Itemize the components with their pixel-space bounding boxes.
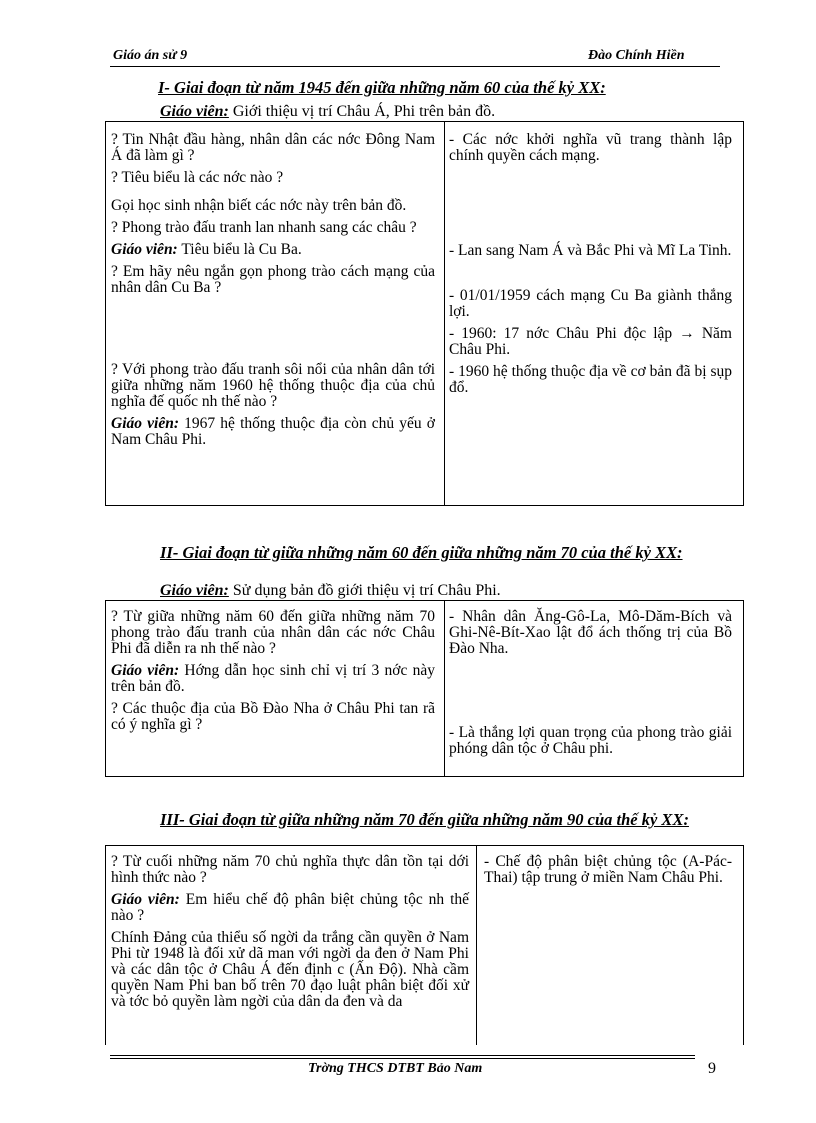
question: ? Phong trào đấu tranh lan nhanh sang các châu ? [111, 219, 417, 236]
answer: - Lan sang Nam Á và Bắc Phi và Mĩ La Tinh. [449, 242, 732, 259]
answer: - Chế độ phân biệt chủng tộc (A-Pác-Thai) tập trung ở miền Nam Châu Phi. [484, 853, 732, 886]
instruction: Gọi học sinh nhận biết các nớc này trên bản đồ. [111, 197, 407, 214]
column-divider [476, 846, 477, 1045]
section2-right-col [449, 609, 732, 763]
column-divider [444, 601, 445, 776]
answer: - Nhân dân Ăng-Gô-La, Mô-Dăm-Bích và Ghi-Nê-Bít-Xao lật đổ ách thống trị của Bồ Đào Nha. [449, 608, 732, 657]
teacher-note: Hớng dẫn học sinh chỉ vị trí 3 nớc này trên bản đồ. [111, 662, 435, 695]
page-number: 9 [708, 1060, 716, 1077]
intro-label: Giáo viên: [160, 103, 229, 120]
header-divider [110, 66, 720, 67]
section2-title: II- Giai đoạn từ giữa những năm 60 đến giữa những năm 70 của thế kỷ XX: [160, 543, 683, 562]
section2-left-col [111, 609, 435, 739]
footer-divider [110, 1055, 695, 1056]
header-left: Giáo án sử 9 [113, 48, 188, 63]
answer: - 1960: 17 nớc Châu Phi độc lập → Năm Châu Phi. [449, 325, 732, 358]
column-divider [444, 122, 445, 505]
answer: - 1960 hệ thống thuộc địa về cơ bản đã bị sụp đổ. [449, 363, 732, 396]
teacher-label: Giáo viên: [111, 415, 179, 432]
question: ? Với phong trào đấu tranh sôi nổi của nhân dân tới giữa những năm 1960 hệ thống thuộc địa của chủ nghĩa đế quốc nh thế nào ? [111, 361, 435, 410]
question: ? Từ giữa những năm 60 đến giữa những năm 70 phong trào đấu tranh của nhân dân các nớc Châu Phi đã diễn ra nh thế nào ? [111, 608, 435, 657]
section1-intro [160, 103, 495, 121]
teacher-note: Tiêu biểu là Cu Ba. [181, 241, 302, 258]
question: ? Tiêu biểu là các nớc nào ? [111, 169, 284, 186]
section1-right-col [449, 132, 732, 402]
explanation: Chính Đảng của thiểu số ngời da trắng cần quyền ở Nam Phi từ 1948 là đối xử dã man với ngời da đen ở Nam Phi và các dân tộc ở Châu Á đến định c (Ấn Độ). Nhà cầm quyền Nam Phi ban bố trên 70 đạo luật phân biệt đối xử và tớc bỏ quyền làm ngời của dân da đen và da [111, 929, 469, 1010]
question: ? Từ cuối những năm 70 chủ nghĩa thực dân tồn tại dới hình thức nào ? [111, 853, 469, 886]
section3-left-col [111, 854, 469, 1016]
teacher-label: Giáo viên: [111, 241, 178, 258]
answer: - 01/01/1959 cách mạng Cu Ba giành thắng lợi. [449, 287, 732, 320]
intro-label: Giáo viên: [160, 582, 229, 599]
question: ? Em hãy nêu ngắn gọn phong trào cách mạng của nhân dân Cu Ba ? [111, 263, 435, 296]
footer-divider [110, 1058, 695, 1059]
question: ? Các thuộc địa của Bồ Đào Nha ở Châu Phi tan rã có ý nghĩa gì ? [111, 700, 435, 733]
teacher-note: Em hiểu chế độ phân biệt chủng tộc nh thế nào ? [111, 891, 470, 924]
section2-intro [160, 582, 501, 600]
teacher-label: Giáo viên: [111, 891, 180, 908]
section3-right-col [484, 854, 732, 892]
section1-left-col [111, 132, 435, 454]
teacher-label: Giáo viên: [111, 662, 180, 679]
footer-school: Trờng THCS DTBT Bảo Nam [308, 1061, 483, 1076]
header-right: Đào Chính Hiền [588, 48, 685, 63]
intro-text: Sử dụng bản đồ giới thiệu vị trí Châu Phi. [228, 582, 501, 599]
teacher-note: 1967 hệ thống thuộc địa còn chủ yếu ở Nam Châu Phi. [111, 415, 435, 448]
intro-text: Giới thiệu vị trí Châu Á, Phi trên bản đồ. [228, 103, 496, 120]
answer: - Các nớc khởi nghĩa vũ trang thành lập chính quyền cách mạng. [449, 131, 732, 164]
section3-title: III- Giai đoạn từ giữa những năm 70 đến giữa những năm 90 của thế kỷ XX: [160, 810, 689, 829]
answer: - Là thắng lợi quan trọng của phong trào giải phóng dân tộc ở Châu phi. [449, 724, 732, 757]
section1-title: I- Giai đoạn từ năm 1945 đến giữa những năm 60 của thế kỷ XX: [158, 78, 606, 97]
question: ? Tin Nhật đầu hàng, nhân dân các nớc Đông Nam Á đã làm gì ? [111, 131, 435, 164]
